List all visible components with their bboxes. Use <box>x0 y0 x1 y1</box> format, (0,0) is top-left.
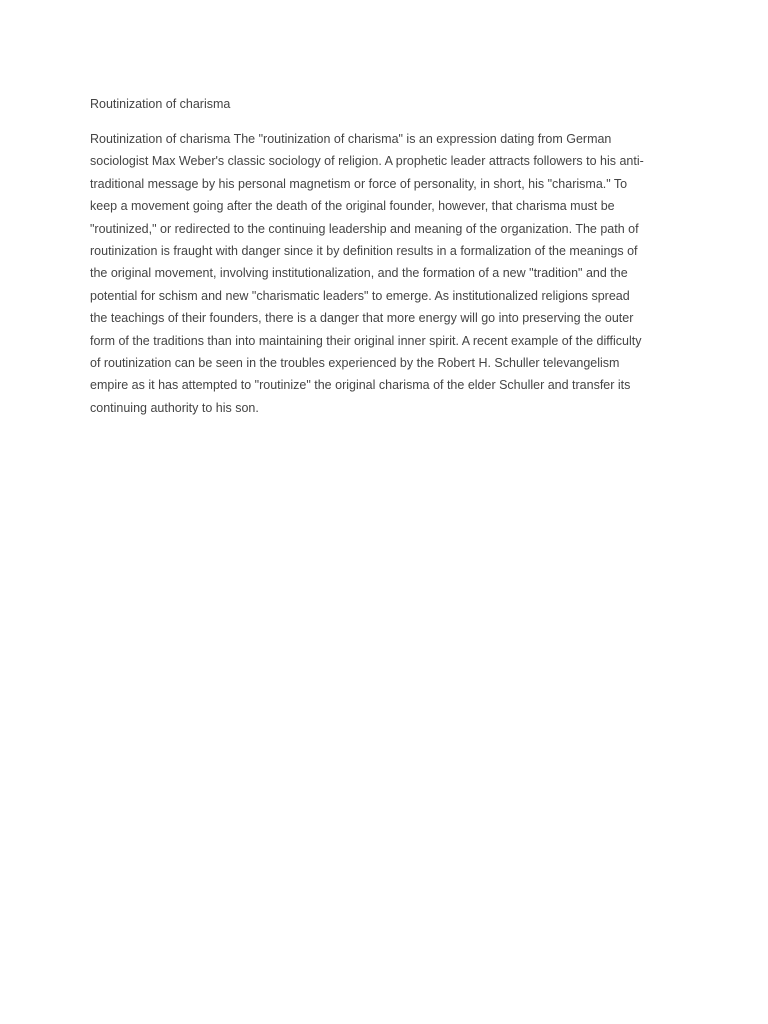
document-body-paragraph: Routinization of charisma The "routinization of charisma" is an expression dating from German sociologist Max Weber's classic sociology of religion. A prophetic leader attracts followers to his anti- traditional message by his personal magnetism or force of personality, in short, his "charisma." To keep a movement going after the death of the original founder, however, that charisma must be "routinized," or redirected to the continuing leadership and meaning of the organization. The path of routinization is fraught with danger since it by definition results in a formalization of the meanings of the original movement, involving institutionalization, and the formation of a new "tradition" and the potential for schism and new "charismatic leaders" to emerge. As institutionalized religions spread the teachings of their founders, there is a danger that more energy will go into preserving the outer form of the traditions than into maintaining their original inner spirit. A recent example of the difficulty of routinization can be seen in the troubles experienced by the Robert H. Schuller televangelism empire as it has attempted to "routinize" the original charisma of the elder Schuller and transfer its continuing authority to his son. <box>90 132 644 415</box>
document-title: Routinization of charisma <box>90 97 231 111</box>
